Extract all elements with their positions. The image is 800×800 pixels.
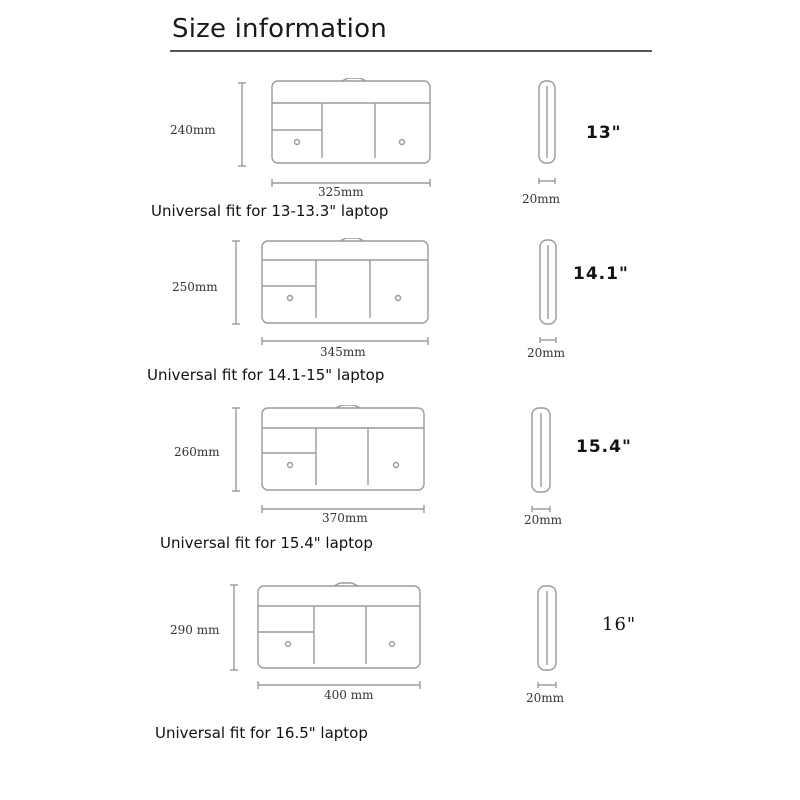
width-label: 370mm — [322, 511, 368, 525]
case-drawing — [0, 582, 800, 762]
depth-label: 20mm — [522, 192, 561, 206]
depth-label: 20mm — [526, 691, 565, 705]
depth-label: 20mm — [527, 346, 566, 360]
height-label: 240mm — [170, 123, 216, 137]
width-label: 345mm — [320, 345, 366, 359]
fit-caption: Universal fit for 13-13.3" laptop — [151, 202, 389, 220]
screen-size-label: 14.1" — [573, 264, 629, 284]
width-label: 325mm — [318, 185, 364, 199]
size-row-15 — [0, 405, 800, 585]
fit-caption: Universal fit for 15.4" laptop — [160, 534, 373, 552]
fit-caption: Universal fit for 14.1-15" laptop — [147, 366, 385, 384]
fit-caption: Universal fit for 16.5" laptop — [155, 724, 368, 742]
height-label: 250mm — [172, 280, 218, 294]
size-row-16 — [0, 582, 800, 762]
page-title: Size information — [172, 14, 387, 44]
case-drawing — [0, 405, 800, 585]
screen-size-label: 13" — [586, 123, 622, 143]
size-row-13 — [0, 78, 800, 258]
case-drawing — [0, 78, 800, 258]
screen-size-label: 15.4" — [576, 437, 632, 457]
width-label: 400 mm — [324, 688, 374, 702]
case-drawing — [0, 238, 800, 418]
height-label: 290 mm — [170, 623, 220, 637]
size-row-14 — [0, 238, 800, 418]
height-label: 260mm — [174, 445, 220, 459]
title-divider — [170, 50, 652, 52]
depth-label: 20mm — [524, 513, 563, 527]
screen-size-label: 16" — [602, 614, 637, 635]
